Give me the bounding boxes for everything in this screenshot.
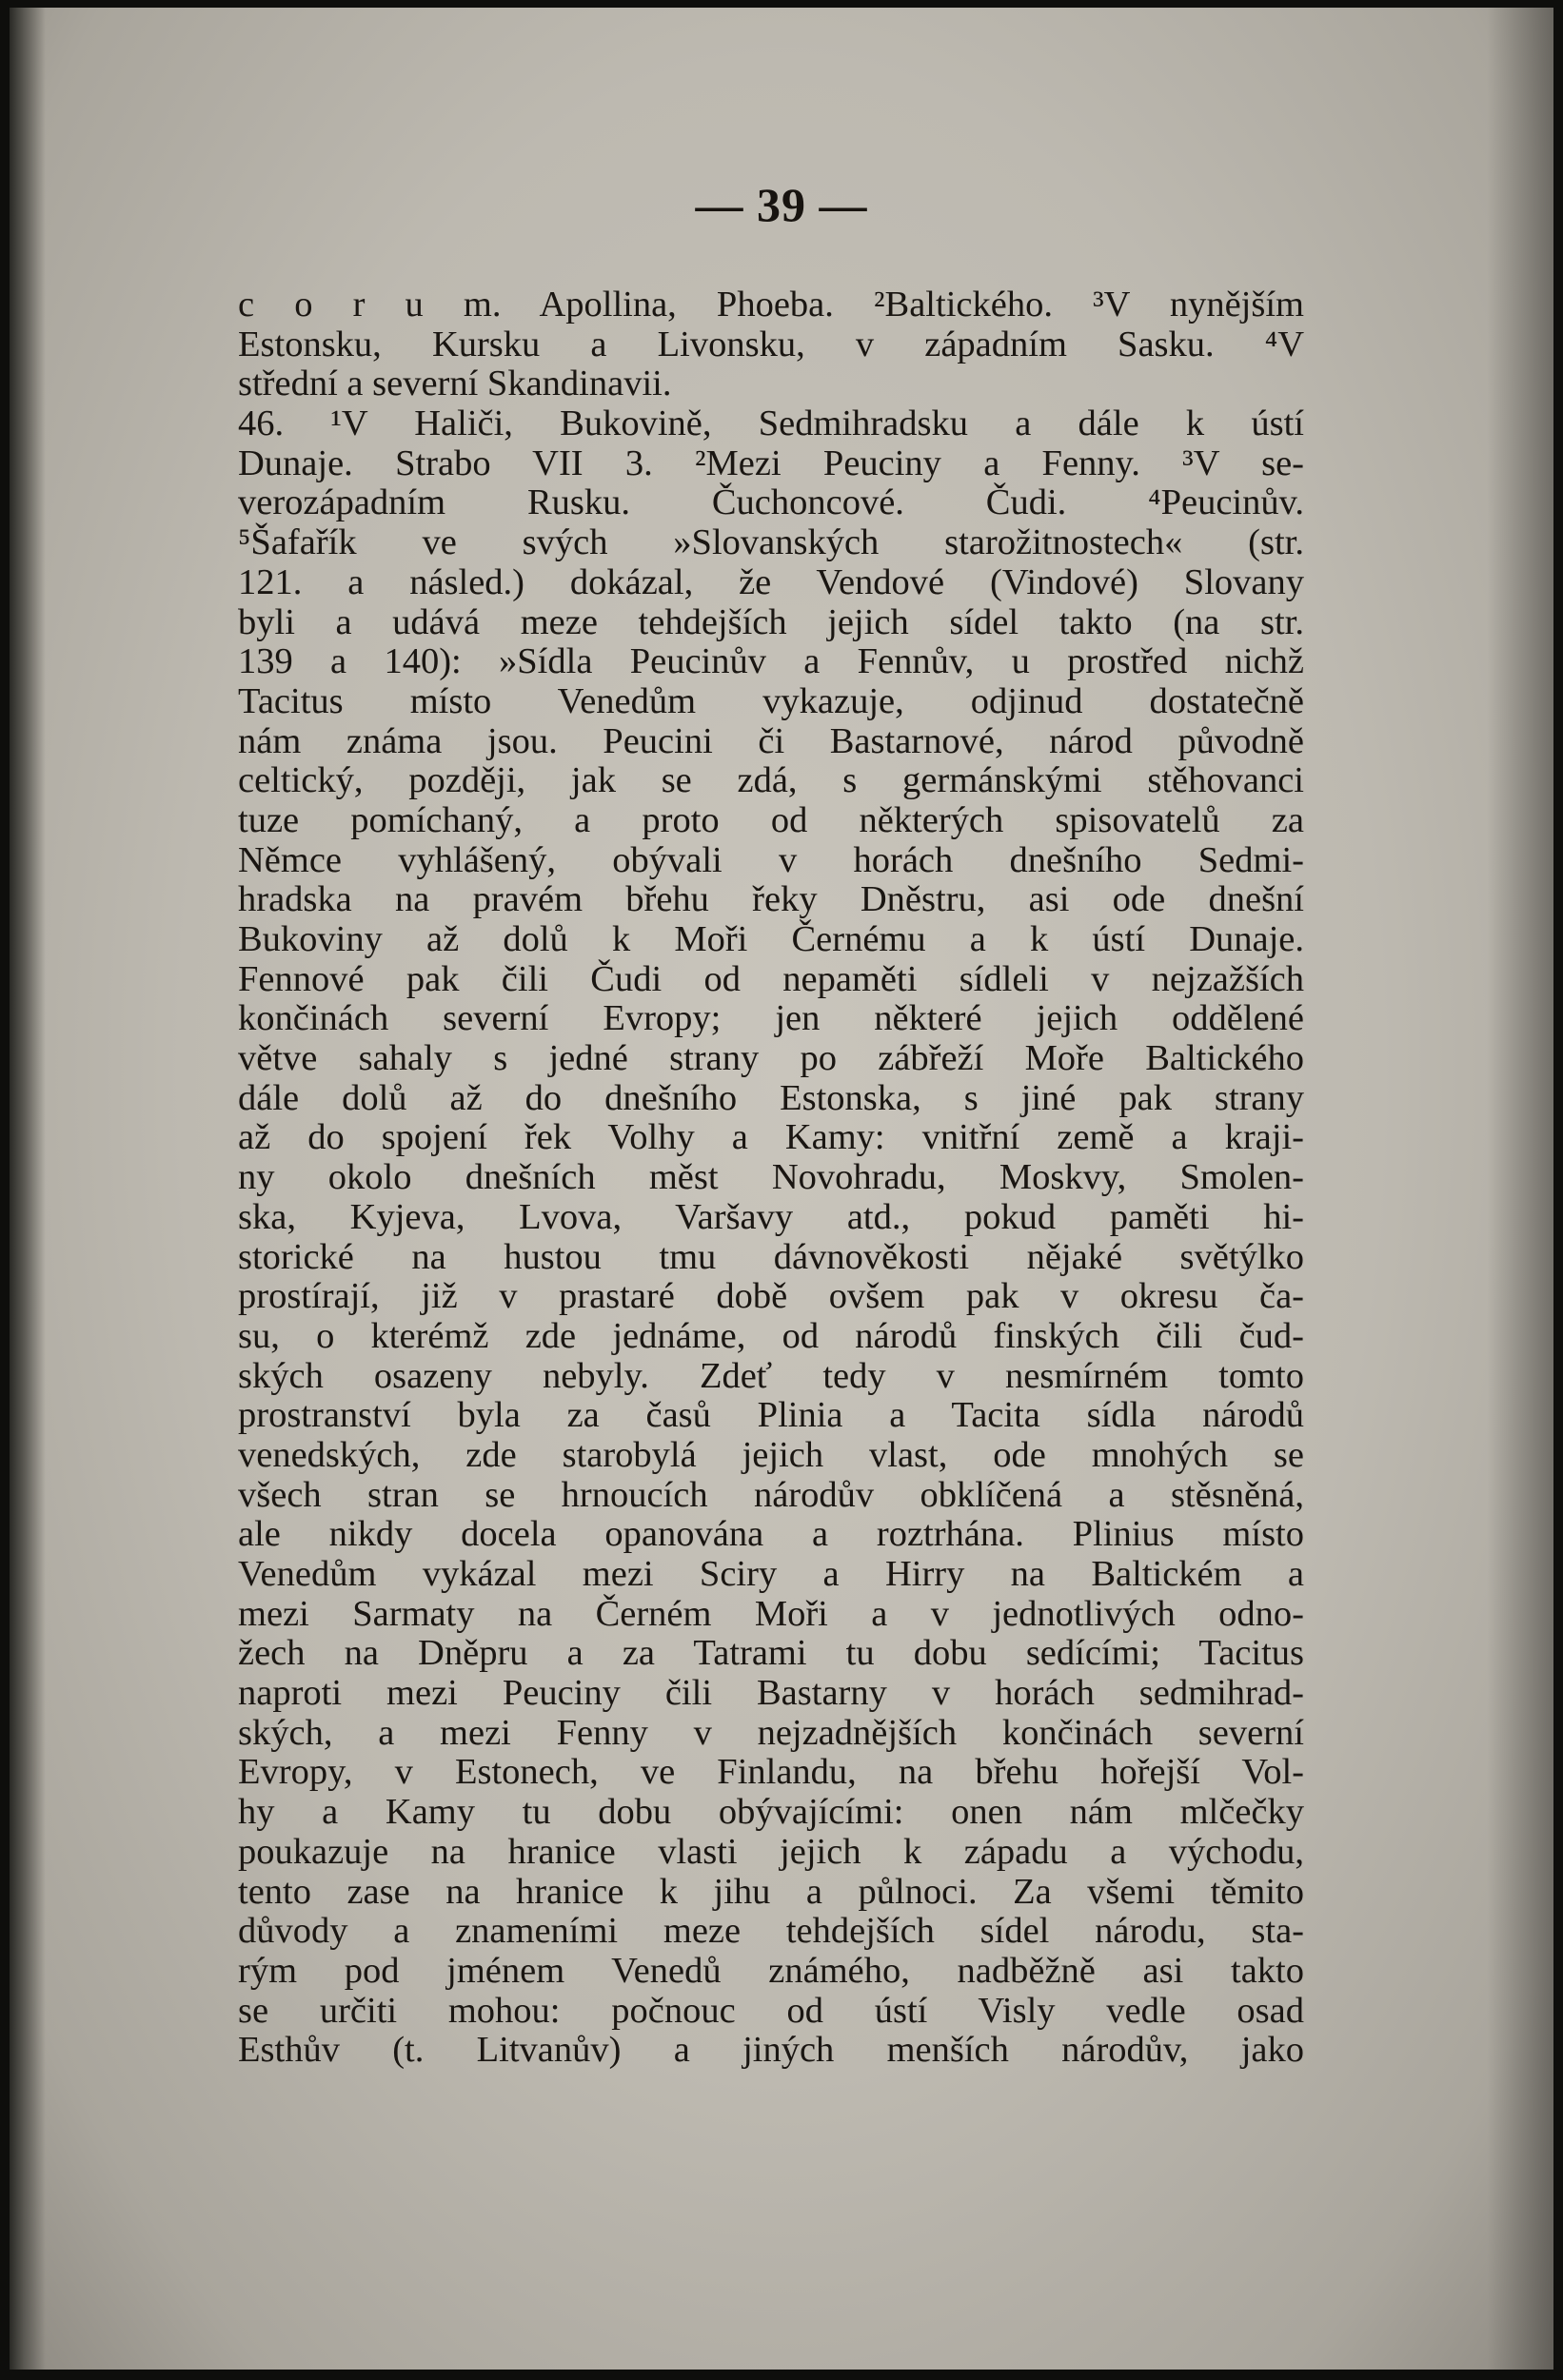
text-line: ale nikdy docela opanována a roztrhána. Plinius místo: [238, 1514, 1304, 1555]
text-line: Esthův (t. Litvanův) a jiných menších národův, jako: [238, 2030, 1304, 2071]
text-line: c o r u m. Apollina, Phoeba. ²Baltického. ³V nynějším: [238, 285, 1304, 325]
text-line: mezi Sarmaty na Černém Moři a v jednotlivých odno-: [238, 1593, 1304, 1634]
text-line: ských osazeny nebyly. Zdeť tedy v nesmírném tomto: [238, 1355, 1304, 1396]
text-line: Tacitus místo Venedům vykazuje, odjinud dostatečně: [238, 680, 1304, 721]
text-line: verozápadním Rusku. Čuchoncové. Čudi. ⁴Peucinův.: [238, 482, 1304, 523]
text-line: celtický, později, jak se zdá, s germánskými stěhovanci: [238, 760, 1304, 801]
text-line: tuze pomíchaný, a proto od některých spisovatelů za: [238, 799, 1304, 840]
text-line: ⁵Šafařík ve svých »Slovanských starožitnostech« (str.: [238, 522, 1304, 563]
text-line: větve sahaly s jedné strany po zábřeží Moře Baltického: [238, 1038, 1304, 1079]
text-line: 46. ¹V Haliči, Bukovině, Sedmihradsku a dále k ústí: [238, 403, 1304, 444]
body-text: [238, 285, 1304, 2071]
text-line: storické na hustou tmu dávnověkosti nějaké světýlko: [238, 1236, 1304, 1277]
text-line: až do spojení řek Volhy a Kamy: vnitřní země a kraji-: [238, 1117, 1304, 1158]
text-line: Venedům vykázal mezi Sciry a Hirry na Baltickém a: [238, 1554, 1304, 1594]
text-line: Estonsku, Kursku a Livonsku, v západním Sasku. ⁴V: [238, 324, 1304, 364]
text-line: tento zase na hranice k jihu a půlnoci. Za všemi těmito: [238, 1871, 1304, 1912]
text-line: ských, a mezi Fenny v nejzadnějších končinách severní: [238, 1712, 1304, 1753]
text-line: prostranství byla za časů Plinia a Tacita sídla národů: [238, 1395, 1304, 1436]
text-line: se určiti mohou: počnouc od ústí Visly vedle osad: [238, 1990, 1304, 2031]
page-edge-shadow: [1487, 8, 1553, 2370]
text-line: nám známa jsou. Peucini či Bastarnové, národ původně: [238, 720, 1304, 761]
text-line: ny okolo dnešních měst Novohradu, Moskvy, Smolen-: [238, 1157, 1304, 1198]
text-line: všech stran se hrnoucích národův obklíčená a stěsněná,: [238, 1474, 1304, 1515]
text-line: střední a severní Skandinavii.: [238, 364, 672, 404]
text-line: důvody a znameními meze tehdejších sídel národu, sta-: [238, 1911, 1304, 1952]
text-line: rým pod jménem Venedů známého, nadběžně asi takto: [238, 1950, 1304, 1991]
text-line: ska, Kyjeva, Lvova, Varšavy atd., pokud paměti hi-: [238, 1196, 1304, 1237]
text-line: Evropy, v Estonech, ve Finlandu, na břehu hořejší Vol-: [238, 1752, 1304, 1793]
text-line: prostírají, již v prastaré době ovšem pak v okresu ča-: [238, 1276, 1304, 1317]
text-line: dále dolů až do dnešního Estonska, s jiné pak strany: [238, 1077, 1304, 1118]
text-line: hy a Kamy tu dobu obývajícími: onen nám mlčečky: [238, 1792, 1304, 1833]
text-line: Dunaje. Strabo VII 3. ²Mezi Peuciny a Fenny. ³V se-: [238, 443, 1304, 483]
book-spine-shadow: [10, 8, 46, 2370]
text-line: su, o kterémž zde jednáme, od národů finských čili čud-: [238, 1315, 1304, 1356]
page-number: — 39 —: [695, 178, 868, 231]
text-line: 139 a 140): »Sídla Peucinův a Fennův, u prostřed nichž: [238, 641, 1304, 682]
text-line: Fennové pak čili Čudi od nepaměti sídleli v nejzažších: [238, 958, 1304, 999]
text-line: Němce vyhlášený, obývali v horách dnešního Sedmi-: [238, 839, 1304, 880]
text-line: Bukoviny až dolů k Moři Černému a k ústí Dunaje.: [238, 919, 1304, 959]
text-line: žech na Dněpru a za Tatrami tu dobu sedícími; Tacitus: [238, 1633, 1304, 1674]
text-line: končinách severní Evropy; jen některé jejich oddělené: [238, 998, 1304, 1039]
text-line: poukazuje na hranice vlasti jejich k západu a východu,: [238, 1831, 1304, 1872]
text-line: 121. a násled.) dokázal, že Vendové (Vindové) Slovany: [238, 561, 1304, 602]
text-line: venedských, zde starobylá jejich vlast, ode mnohých se: [238, 1434, 1304, 1475]
text-line: naproti mezi Peuciny čili Bastarny v horách sedmihrad-: [238, 1673, 1304, 1714]
book-page: [10, 8, 1553, 2370]
text-line: byli a udává meze tehdejších jejich sídel takto (na str.: [238, 601, 1304, 642]
text-line: hradska na pravém břehu řeky Dněstru, asi ode dnešní: [238, 879, 1304, 920]
